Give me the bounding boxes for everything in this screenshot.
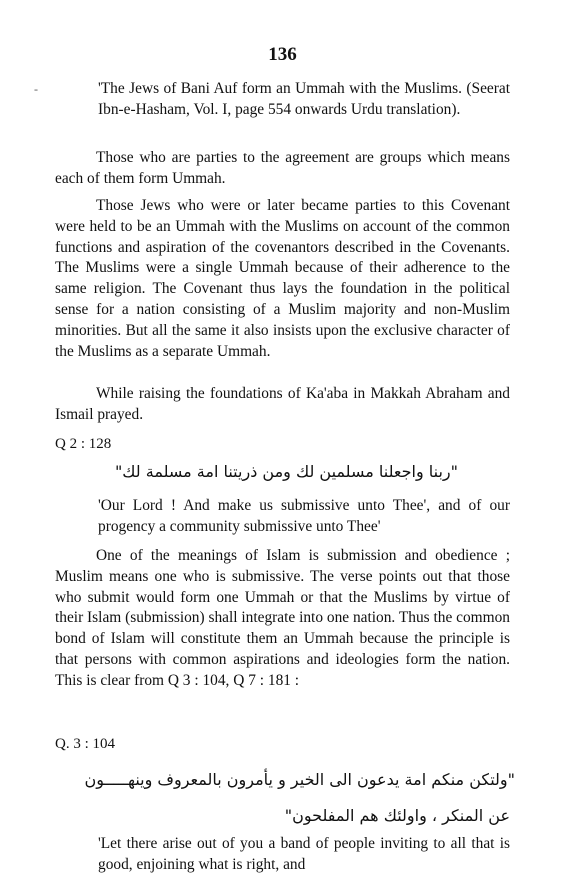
quote-band-of-people: 'Let there arise out of you a band of people inviting to all that is good, enjoining what is right, and <box>98 835 510 873</box>
paragraph-meaning-of-islam: One of the meanings of Islam is submission and obedience ; Muslim means one who is submissive. The verse points out that those who submit would form one Ummah or that the Muslims by virtue of their Islam (submission) shall integrate into one nation. Thus the common bond of Islam will constitute them an Ummah because the principle is that persons with common aspirations and ideologies form the nation. This is clear from Q 3 : 104, Q 7 : 181 : <box>55 547 510 689</box>
arabic-verse-3-104-line2: عن المنكر ، واولئك هم المفلحون" <box>284 806 510 825</box>
verse-reference-3-104: Q. 3 : 104 <box>55 736 115 752</box>
paragraph-kaaba: While raising the foundations of Ka'aba in Makkah Abraham and Ismail prayed. <box>55 385 510 423</box>
quote-jews-bani-auf: 'The Jews of Bani Auf form an Ummah with the Muslims. (Seerat Ibn-e-Hasham, Vol. I, page 554 onwards Urdu translation). <box>98 80 510 118</box>
arabic-verse-2-128: "ربنا واجعلنا مسلمين لك ومن ذريتنا امة مسلمة لك" <box>114 462 458 481</box>
margin-mark: - <box>34 82 38 96</box>
quote-our-lord: 'Our Lord ! And make us submissive unto Thee', and of our progency a community submissive unto Thee' <box>98 497 510 535</box>
paragraph-parties: Those who are parties to the agreement are groups which means each of them form Ummah. <box>55 149 510 187</box>
verse-reference-2-128: Q 2 : 128 <box>55 436 112 452</box>
arabic-verse-3-104-line1: "ولتكن منكم امة يدعون الى الخير و يأمرون بالمعروف وينهـــــون <box>84 770 515 789</box>
page-number: 136 <box>268 44 297 65</box>
paragraph-covenant: Those Jews who were or later became parties to this Covenant were held to be an Ummah with the Muslims on account of the common functions and aspiration of the covenantors described in the Covenants. The Muslims were a single Ummah because of their adherence to the same religion. The Covenant thus lays the foundation in the political sense for a nation consisting of a Muslim majority and non-Muslim minorities. But all the same it also insists upon the exclusive character of the Muslims as a separate Ummah. <box>55 197 510 360</box>
